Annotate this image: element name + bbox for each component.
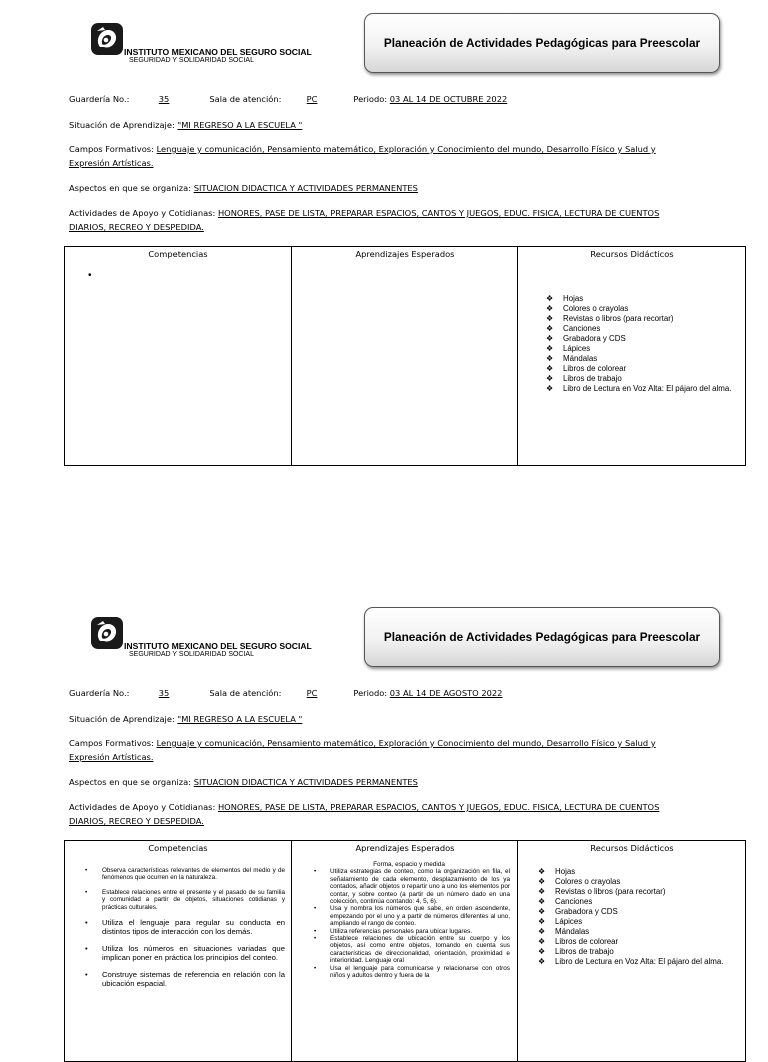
periodo-value: 03 AL 14 DE OCTUBRE 2022 [389,94,508,104]
actividades-value-1: HONORES, PASE DE LISTA, PREPARAR ESPACIOS, CANTOS Y JUEGOS, EDUC. FISICA, LECTURA DE CUENTOS [217,802,660,812]
actividades-label: Actividades de Apoyo y Cotidianas: [69,802,216,812]
competencias-list [85,867,285,988]
aprendizaje-item: • Utiliza referencias personales para ubicar lugares. [314,927,473,935]
situacion-value: "MI REGRESO A LA ESCUELA " [177,120,303,130]
diamond-bullet-icon: ❖ [546,314,554,323]
campos-label: Campos Formativos: [69,144,154,154]
diamond-bullet-icon: ❖ [538,937,546,946]
aprendizaje-item: • Usa y nombra los números que sabe, en orden ascendente, empezando por el uno y a partir de números diferentes al uno, ampliando el rango de conteo. [314,905,510,928]
info-line-actividades [69,800,689,828]
info-line-aspectos [69,775,689,789]
info-line-aspectos [69,181,689,195]
recurso-item: ❖ Libros de colorear [546,364,627,373]
guarderia-label: Guardería No.: [69,688,130,698]
competencia-item: • Utiliza el lenguaje para regular su conducta en distintos tipos de interacción con los demás. [85,918,285,937]
diamond-bullet-icon: ❖ [546,324,554,333]
sala-label: Sala de atención: [209,688,282,698]
info-line-actividades [69,206,689,234]
diamond-bullet-icon: ❖ [538,867,546,876]
sala-value: PC [306,94,318,104]
recurso-item: ❖ Libros de colorear [538,937,619,946]
aprendizajes-column [291,841,518,1061]
competencias-column [65,247,291,465]
diamond-bullet-icon: ❖ [546,334,554,343]
diamond-bullet-icon: ❖ [538,887,546,896]
actividades-label: Actividades de Apoyo y Cotidianas: [69,208,216,218]
recursos-header: Recursos Didácticos [590,843,674,853]
aprendizajes-list [308,868,510,979]
recursos-column [517,247,746,465]
imss-logo-icon [90,22,124,56]
recurso-item: ❖ Revistas o libros (para recortar) [546,314,674,323]
diamond-bullet-icon: ❖ [546,304,554,313]
diamond-bullet-icon: ❖ [538,897,546,906]
aprendizajes-header: Aprendizajes Esperados [355,843,455,853]
sala-label: Sala de atención: [209,94,282,104]
info-line-guarderia [69,92,689,106]
recurso-item: ❖ Libro de Lectura en Voz Alta: El pájaro del alma. [538,957,724,966]
situacion-label: Situación de Aprendizaje: [69,120,175,130]
situacion-value: "MI REGRESO A LA ESCUELA " [177,714,303,724]
info-line-situacion [69,118,689,132]
competencia-item: • Construye sistemas de referencia en relación con la ubicación espacial. [85,969,285,989]
recurso-item: ❖ Hojas [546,294,584,303]
campos-value-2: Expresión Artísticas. [69,752,154,762]
org-subtitle: SEGURIDAD Y SOLIDARIDAD SOCIAL [129,651,254,658]
info-line-campos [69,142,689,170]
periodo-label: Periodo: [353,94,388,104]
title-box [364,13,720,73]
diamond-bullet-icon: ❖ [546,384,554,393]
competencias-column [65,841,291,1061]
info-line-guarderia [69,686,689,700]
diamond-bullet-icon: ❖ [546,374,554,383]
org-name: INSTITUTO MEXICANO DEL SEGURO SOCIAL [124,641,312,651]
recurso-item: ❖ Mándalas [538,927,590,936]
diamond-bullet-icon: ❖ [538,877,546,886]
competencias-bullet: • [88,270,92,281]
planning-table [64,246,746,466]
document-title: Planeación de Actividades Pedagógicas para Preescolar [383,36,701,50]
aspectos-label: Aspectos en que se organiza: [69,183,192,193]
campos-value-2: Expresión Artísticas. [69,158,154,168]
recurso-item: ❖ Colores o crayolas [538,877,621,886]
competencias-header: Competencias [148,843,208,853]
recurso-item: ❖ Lápices [538,917,583,926]
diamond-bullet-icon: ❖ [546,344,554,353]
aprendizajes-header: Aprendizajes Esperados [355,249,455,259]
actividades-value-2: DIARIOS, RECREO Y DESPEDIDA. [69,222,204,232]
aprendizajes-subtitle: Forma, espacio y medida [373,861,445,868]
org-subtitle: SEGURIDAD Y SOLIDARIDAD SOCIAL [129,57,254,64]
aspectos-label: Aspectos en que se organiza: [69,777,192,787]
recurso-item: ❖ Hojas [538,867,576,876]
recurso-item: ❖ Canciones [546,324,601,333]
recurso-item: ❖ Lápices [546,344,591,353]
recurso-item: ❖ Canciones [538,897,593,906]
diamond-bullet-icon: ❖ [546,354,554,363]
sala-value: PC [306,688,318,698]
diamond-bullet-icon: ❖ [546,364,554,373]
aprendizajes-content [308,861,510,980]
imss-logo-icon [90,616,124,650]
org-name: INSTITUTO MEXICANO DEL SEGURO SOCIAL [124,47,312,57]
recurso-item: ❖ Libros de trabajo [538,947,614,956]
diamond-bullet-icon: ❖ [546,294,554,303]
diamond-bullet-icon: ❖ [538,957,546,966]
recurso-item: ❖ Colores o crayolas [546,304,629,313]
campos-label: Campos Formativos: [69,738,154,748]
competencia-item: • Establece relaciones entre el presente y el pasado de su familia y comunidad a partir de objetos, situaciones cotidianas y prácticas culturales. [85,888,285,911]
guarderia-value: 35 [158,688,170,698]
info-line-situacion [69,712,689,726]
recurso-item: ❖ Libro de Lectura en Voz Alta: El pájaro del alma. [546,384,732,393]
guarderia-label: Guardería No.: [69,94,130,104]
actividades-value-2: DIARIOS, RECREO Y DESPEDIDA. [69,816,204,826]
campos-value-1: Lenguaje y comunicación, Pensamiento matemático, Exploración y Conocimiento del mundo, Desarrollo Físico y Salud y [156,738,656,748]
competencias-header: Competencias [148,249,208,259]
aprendizajes-column [291,247,518,465]
competencia-item: • Observa características relevantes de elementos del medio y de fenómenos que ocurren en la naturaleza. [85,867,285,882]
aprendizaje-item: • Utiliza estrategias de conteo, como la organización en fila, el señalamiento de cada elemento, desplazamiento de los ya contados, añadir objetos o repartir uno a uno los elementos por contar, y sobre conteo (a partir de un número dado en una colección, continúa contando: 4, 5, 6). [314,868,510,906]
recurso-item: ❖ Mándalas [546,354,598,363]
recursos-list [538,867,738,967]
guarderia-value: 35 [158,94,170,104]
periodo-value: 03 AL 14 DE AGOSTO 2022 [389,688,503,698]
recurso-item: ❖ Revistas o libros (para recortar) [538,887,666,896]
situacion-label: Situación de Aprendizaje: [69,714,175,724]
competencia-item: • Utiliza los números en situaciones variadas que implican poner en práctica los principios del conteo. [85,943,285,963]
recursos-header: Recursos Didácticos [590,249,674,259]
diamond-bullet-icon: ❖ [538,907,546,916]
recurso-item: ❖ Grabadora y CDS [546,334,626,343]
planning-table [64,840,746,1062]
recursos-column [517,841,746,1061]
document-title: Planeación de Actividades Pedagógicas para Preescolar [383,630,701,644]
periodo-label: Periodo: [353,688,388,698]
info-line-campos [69,736,689,764]
diamond-bullet-icon: ❖ [538,947,546,956]
aprendizaje-item: • Usa el lenguaje para comunicarse y relacionarse con otros niños y adultos dentro y fuera de la [314,964,510,980]
actividades-value-1: HONORES, PASE DE LISTA, PREPARAR ESPACIOS, CANTOS Y JUEGOS, EDUC. FISICA, LECTURA DE CUENTOS [217,208,660,218]
recursos-list [546,294,738,394]
diamond-bullet-icon: ❖ [538,917,546,926]
aprendizaje-item: • Establece relaciones de ubicación entre su cuerpo y los objetos, así como entre objetos, tomando en cuenta sus características de direccionalidad, orientación, proximidad e interioridad. Lenguaje oral [314,935,510,965]
title-box [364,607,720,667]
recurso-item: ❖ Grabadora y CDS [538,907,618,916]
recurso-item: ❖ Libros de trabajo [546,374,622,383]
campos-value-1: Lenguaje y comunicación, Pensamiento matemático, Exploración y Conocimiento del mundo, Desarrollo Físico y Salud y [156,144,656,154]
aspectos-value: SITUACION DIDACTICA Y ACTIVIDADES PERMANENTES [193,777,418,787]
diamond-bullet-icon: ❖ [538,927,546,936]
aspectos-value: SITUACION DIDACTICA Y ACTIVIDADES PERMANENTES [193,183,418,193]
